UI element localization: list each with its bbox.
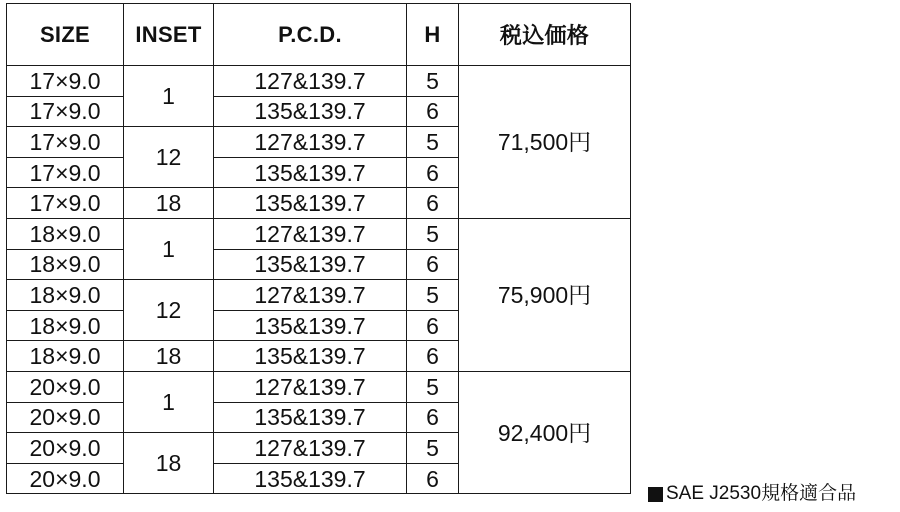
- size-cell: 18×9.0: [7, 218, 124, 249]
- h-cell: 5: [407, 127, 459, 158]
- pcd-cell: 135&139.7: [214, 157, 407, 188]
- certification-note: [648, 480, 856, 508]
- size-cell: 17×9.0: [7, 188, 124, 219]
- h-cell: 5: [407, 433, 459, 464]
- pcd-cell: 135&139.7: [214, 249, 407, 280]
- black-square-icon: [648, 487, 663, 502]
- size-cell: 17×9.0: [7, 66, 124, 97]
- size-cell: 18×9.0: [7, 341, 124, 372]
- inset-cell: 1: [124, 371, 214, 432]
- h-cell: 6: [407, 463, 459, 494]
- size-cell: 18×9.0: [7, 280, 124, 311]
- size-cell: 20×9.0: [7, 371, 124, 402]
- table-row: [7, 218, 631, 249]
- h-cell: 6: [407, 402, 459, 433]
- header-h: H: [407, 4, 459, 66]
- table-row: [7, 371, 631, 402]
- h-cell: 6: [407, 341, 459, 372]
- size-cell: 17×9.0: [7, 157, 124, 188]
- pcd-cell: 135&139.7: [214, 96, 407, 127]
- table-row: [7, 66, 631, 97]
- h-cell: 5: [407, 66, 459, 97]
- header-price: 税込価格: [459, 4, 631, 66]
- h-cell: 6: [407, 157, 459, 188]
- inset-cell: 1: [124, 218, 214, 279]
- inset-cell: 18: [124, 433, 214, 494]
- pcd-cell: 127&139.7: [214, 433, 407, 464]
- pcd-cell: 135&139.7: [214, 310, 407, 341]
- pcd-cell: 127&139.7: [214, 127, 407, 158]
- size-cell: 17×9.0: [7, 96, 124, 127]
- inset-cell: 1: [124, 66, 214, 127]
- size-cell: 18×9.0: [7, 310, 124, 341]
- header-inset: INSET: [124, 4, 214, 66]
- h-cell: 6: [407, 249, 459, 280]
- h-cell: 5: [407, 371, 459, 402]
- header-pcd: P.C.D.: [214, 4, 407, 66]
- pcd-cell: 127&139.7: [214, 280, 407, 311]
- h-cell: 6: [407, 96, 459, 127]
- inset-cell: 12: [124, 280, 214, 341]
- price-cell: 75,900円: [459, 218, 631, 371]
- pcd-cell: 135&139.7: [214, 402, 407, 433]
- h-cell: 6: [407, 310, 459, 341]
- pcd-cell: 135&139.7: [214, 463, 407, 494]
- pcd-cell: 127&139.7: [214, 371, 407, 402]
- h-cell: 6: [407, 188, 459, 219]
- h-cell: 5: [407, 280, 459, 311]
- price-cell: 92,400円: [459, 371, 631, 493]
- pcd-cell: 127&139.7: [214, 218, 407, 249]
- pcd-cell: 135&139.7: [214, 341, 407, 372]
- size-cell: 20×9.0: [7, 433, 124, 464]
- header-size: SIZE: [7, 4, 124, 66]
- inset-cell: 12: [124, 127, 214, 188]
- size-cell: 17×9.0: [7, 127, 124, 158]
- certification-text: SAE J2530規格適合品: [666, 483, 857, 504]
- size-cell: 18×9.0: [7, 249, 124, 280]
- price-cell: 71,500円: [459, 66, 631, 219]
- header-row: [7, 4, 631, 66]
- h-cell: 5: [407, 218, 459, 249]
- inset-cell: 18: [124, 341, 214, 372]
- size-cell: 20×9.0: [7, 402, 124, 433]
- inset-cell: 18: [124, 188, 214, 219]
- wheel-spec-table: [6, 3, 631, 494]
- size-cell: 20×9.0: [7, 463, 124, 494]
- pcd-cell: 127&139.7: [214, 66, 407, 97]
- pcd-cell: 135&139.7: [214, 188, 407, 219]
